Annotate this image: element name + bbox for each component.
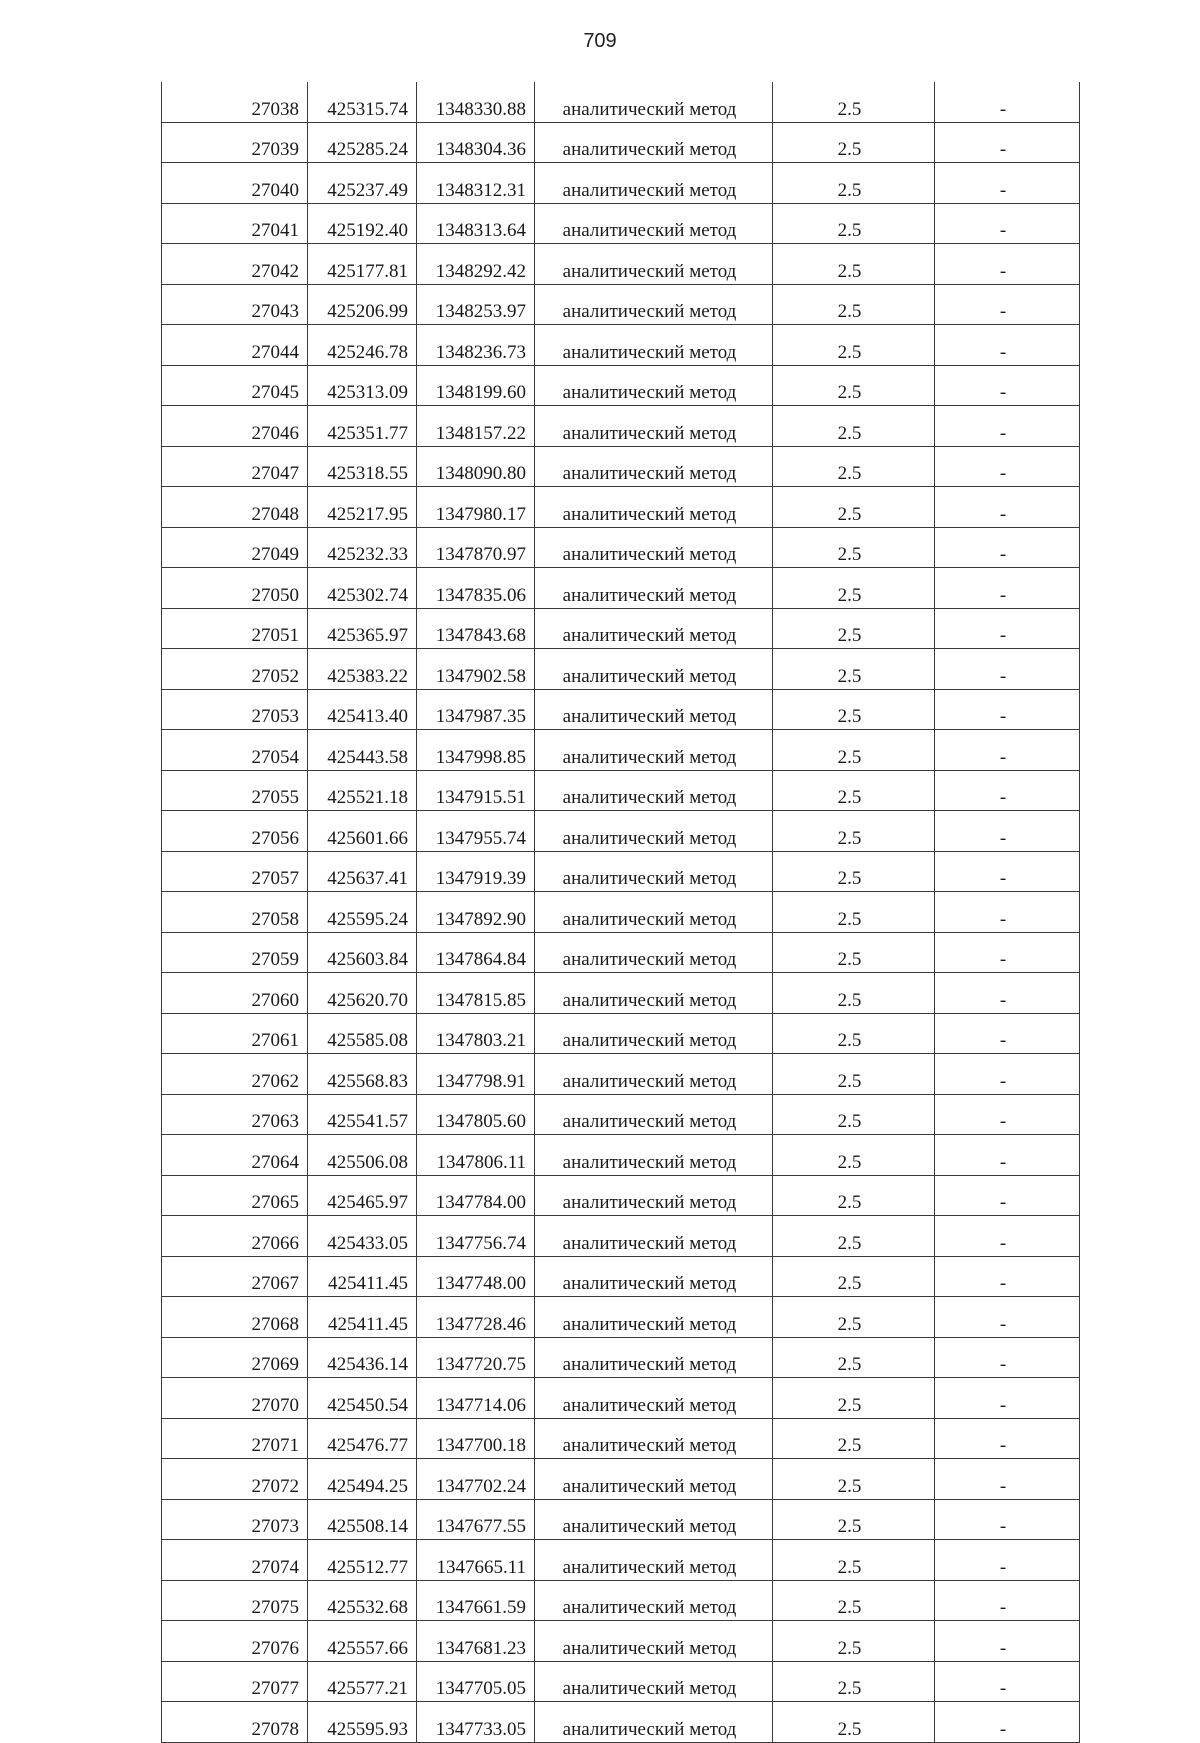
point-id-cell: 27070 xyxy=(162,1378,308,1419)
x-coordinate-cell: 425557.66 xyxy=(308,1621,417,1662)
accuracy-cell: 2.5 xyxy=(773,122,935,163)
note-cell: - xyxy=(935,1216,1080,1257)
method-cell: аналитический метод xyxy=(535,851,773,892)
method-cell: аналитический метод xyxy=(535,122,773,163)
table-row xyxy=(162,973,1080,1014)
note-cell: - xyxy=(935,527,1080,568)
point-id-cell: 27071 xyxy=(162,1418,308,1459)
accuracy-cell: 2.5 xyxy=(773,1094,935,1135)
y-coordinate-cell: 1347702.24 xyxy=(417,1459,535,1500)
point-id-cell: 27041 xyxy=(162,203,308,244)
point-id-cell: 27077 xyxy=(162,1661,308,1702)
method-cell: аналитический метод xyxy=(535,244,773,285)
page-number: 709 xyxy=(583,30,617,52)
y-coordinate-cell: 1347902.58 xyxy=(417,649,535,690)
point-id-cell: 27069 xyxy=(162,1337,308,1378)
accuracy-cell: 2.5 xyxy=(773,1702,935,1743)
method-cell: аналитический метод xyxy=(535,1418,773,1459)
x-coordinate-cell: 425450.54 xyxy=(308,1378,417,1419)
accuracy-cell: 2.5 xyxy=(773,892,935,933)
point-id-cell: 27045 xyxy=(162,365,308,406)
y-coordinate-cell: 1348199.60 xyxy=(417,365,535,406)
x-coordinate-cell: 425285.24 xyxy=(308,122,417,163)
x-coordinate-cell: 425313.09 xyxy=(308,365,417,406)
accuracy-cell: 2.5 xyxy=(773,973,935,1014)
table-row xyxy=(162,1418,1080,1459)
accuracy-cell: 2.5 xyxy=(773,730,935,771)
table-body xyxy=(162,82,1080,1742)
y-coordinate-cell: 1347798.91 xyxy=(417,1054,535,1095)
y-coordinate-cell: 1348312.31 xyxy=(417,163,535,204)
table-row xyxy=(162,284,1080,325)
point-id-cell: 27054 xyxy=(162,730,308,771)
note-cell: - xyxy=(935,82,1080,122)
accuracy-cell: 2.5 xyxy=(773,1297,935,1338)
note-cell: - xyxy=(935,568,1080,609)
note-cell: - xyxy=(935,892,1080,933)
table-row xyxy=(162,1337,1080,1378)
x-coordinate-cell: 425476.77 xyxy=(308,1418,417,1459)
x-coordinate-cell: 425411.45 xyxy=(308,1297,417,1338)
x-coordinate-cell: 425436.14 xyxy=(308,1337,417,1378)
method-cell: аналитический метод xyxy=(535,82,773,122)
accuracy-cell: 2.5 xyxy=(773,365,935,406)
accuracy-cell: 2.5 xyxy=(773,608,935,649)
note-cell: - xyxy=(935,1135,1080,1176)
note-cell: - xyxy=(935,730,1080,771)
x-coordinate-cell: 425603.84 xyxy=(308,932,417,973)
table-row xyxy=(162,1013,1080,1054)
method-cell: аналитический метод xyxy=(535,1499,773,1540)
accuracy-cell: 2.5 xyxy=(773,770,935,811)
note-cell: - xyxy=(935,1499,1080,1540)
x-coordinate-cell: 425232.33 xyxy=(308,527,417,568)
method-cell: аналитический метод xyxy=(535,1459,773,1500)
accuracy-cell: 2.5 xyxy=(773,1175,935,1216)
method-cell: аналитический метод xyxy=(535,608,773,649)
method-cell: аналитический метод xyxy=(535,325,773,366)
point-id-cell: 27049 xyxy=(162,527,308,568)
accuracy-cell: 2.5 xyxy=(773,568,935,609)
y-coordinate-cell: 1347835.06 xyxy=(417,568,535,609)
x-coordinate-cell: 425237.49 xyxy=(308,163,417,204)
note-cell: - xyxy=(935,649,1080,690)
x-coordinate-cell: 425302.74 xyxy=(308,568,417,609)
method-cell: аналитический метод xyxy=(535,1094,773,1135)
y-coordinate-cell: 1347843.68 xyxy=(417,608,535,649)
method-cell: аналитический метод xyxy=(535,527,773,568)
accuracy-cell: 2.5 xyxy=(773,1459,935,1500)
y-coordinate-cell: 1347705.05 xyxy=(417,1661,535,1702)
accuracy-cell: 2.5 xyxy=(773,689,935,730)
note-cell: - xyxy=(935,1580,1080,1621)
y-coordinate-cell: 1347681.23 xyxy=(417,1621,535,1662)
x-coordinate-cell: 425177.81 xyxy=(308,244,417,285)
method-cell: аналитический метод xyxy=(535,487,773,528)
note-cell: - xyxy=(935,1378,1080,1419)
method-cell: аналитический метод xyxy=(535,365,773,406)
x-coordinate-cell: 425494.25 xyxy=(308,1459,417,1500)
point-id-cell: 27050 xyxy=(162,568,308,609)
accuracy-cell: 2.5 xyxy=(773,1621,935,1662)
table-row xyxy=(162,1540,1080,1581)
method-cell: аналитический метод xyxy=(535,406,773,447)
method-cell: аналитический метод xyxy=(535,1378,773,1419)
table-row xyxy=(162,770,1080,811)
table-row xyxy=(162,892,1080,933)
x-coordinate-cell: 425585.08 xyxy=(308,1013,417,1054)
table-row xyxy=(162,851,1080,892)
accuracy-cell: 2.5 xyxy=(773,1337,935,1378)
note-cell: - xyxy=(935,1418,1080,1459)
point-id-cell: 27076 xyxy=(162,1621,308,1662)
accuracy-cell: 2.5 xyxy=(773,1499,935,1540)
point-id-cell: 27059 xyxy=(162,932,308,973)
method-cell: аналитический метод xyxy=(535,689,773,730)
x-coordinate-cell: 425433.05 xyxy=(308,1216,417,1257)
accuracy-cell: 2.5 xyxy=(773,1378,935,1419)
table-row xyxy=(162,203,1080,244)
y-coordinate-cell: 1347955.74 xyxy=(417,811,535,852)
point-id-cell: 27066 xyxy=(162,1216,308,1257)
x-coordinate-cell: 425365.97 xyxy=(308,608,417,649)
accuracy-cell: 2.5 xyxy=(773,1256,935,1297)
table-row xyxy=(162,932,1080,973)
point-id-cell: 27038 xyxy=(162,82,308,122)
method-cell: аналитический метод xyxy=(535,568,773,609)
x-coordinate-cell: 425315.74 xyxy=(308,82,417,122)
accuracy-cell: 2.5 xyxy=(773,82,935,122)
point-id-cell: 27039 xyxy=(162,122,308,163)
x-coordinate-cell: 425577.21 xyxy=(308,1661,417,1702)
x-coordinate-cell: 425506.08 xyxy=(308,1135,417,1176)
table-row xyxy=(162,689,1080,730)
table-row xyxy=(162,1580,1080,1621)
note-cell: - xyxy=(935,1661,1080,1702)
method-cell: аналитический метод xyxy=(535,1661,773,1702)
note-cell: - xyxy=(935,608,1080,649)
point-id-cell: 27056 xyxy=(162,811,308,852)
x-coordinate-cell: 425383.22 xyxy=(308,649,417,690)
table-row xyxy=(162,1135,1080,1176)
accuracy-cell: 2.5 xyxy=(773,244,935,285)
table-row xyxy=(162,325,1080,366)
accuracy-cell: 2.5 xyxy=(773,932,935,973)
y-coordinate-cell: 1348292.42 xyxy=(417,244,535,285)
note-cell: - xyxy=(935,1054,1080,1095)
note-cell: - xyxy=(935,325,1080,366)
x-coordinate-cell: 425508.14 xyxy=(308,1499,417,1540)
accuracy-cell: 2.5 xyxy=(773,1661,935,1702)
note-cell: - xyxy=(935,811,1080,852)
x-coordinate-cell: 425532.68 xyxy=(308,1580,417,1621)
point-id-cell: 27042 xyxy=(162,244,308,285)
note-cell: - xyxy=(935,487,1080,528)
note-cell: - xyxy=(935,1175,1080,1216)
accuracy-cell: 2.5 xyxy=(773,284,935,325)
x-coordinate-cell: 425465.97 xyxy=(308,1175,417,1216)
note-cell: - xyxy=(935,284,1080,325)
point-id-cell: 27051 xyxy=(162,608,308,649)
method-cell: аналитический метод xyxy=(535,1297,773,1338)
y-coordinate-cell: 1347915.51 xyxy=(417,770,535,811)
table-row xyxy=(162,1702,1080,1743)
note-cell: - xyxy=(935,1702,1080,1743)
table-row xyxy=(162,811,1080,852)
method-cell: аналитический метод xyxy=(535,284,773,325)
point-id-cell: 27074 xyxy=(162,1540,308,1581)
table-row xyxy=(162,1499,1080,1540)
note-cell: - xyxy=(935,1540,1080,1581)
table-row xyxy=(162,487,1080,528)
method-cell: аналитический метод xyxy=(535,770,773,811)
table-row xyxy=(162,1256,1080,1297)
point-id-cell: 27058 xyxy=(162,892,308,933)
note-cell: - xyxy=(935,851,1080,892)
table-row xyxy=(162,568,1080,609)
method-cell: аналитический метод xyxy=(535,163,773,204)
note-cell: - xyxy=(935,1094,1080,1135)
point-id-cell: 27062 xyxy=(162,1054,308,1095)
point-id-cell: 27073 xyxy=(162,1499,308,1540)
method-cell: аналитический метод xyxy=(535,892,773,933)
accuracy-cell: 2.5 xyxy=(773,406,935,447)
table-row xyxy=(162,1094,1080,1135)
note-cell: - xyxy=(935,689,1080,730)
accuracy-cell: 2.5 xyxy=(773,811,935,852)
table-row xyxy=(162,244,1080,285)
point-id-cell: 27072 xyxy=(162,1459,308,1500)
table-row xyxy=(162,649,1080,690)
method-cell: аналитический метод xyxy=(535,1337,773,1378)
point-id-cell: 27068 xyxy=(162,1297,308,1338)
method-cell: аналитический метод xyxy=(535,811,773,852)
x-coordinate-cell: 425568.83 xyxy=(308,1054,417,1095)
note-cell: - xyxy=(935,446,1080,487)
table-row xyxy=(162,1378,1080,1419)
y-coordinate-cell: 1347803.21 xyxy=(417,1013,535,1054)
point-id-cell: 27064 xyxy=(162,1135,308,1176)
method-cell: аналитический метод xyxy=(535,1702,773,1743)
coordinates-table xyxy=(161,82,1080,1743)
y-coordinate-cell: 1347892.90 xyxy=(417,892,535,933)
method-cell: аналитический метод xyxy=(535,1540,773,1581)
note-cell: - xyxy=(935,1256,1080,1297)
point-id-cell: 27047 xyxy=(162,446,308,487)
table-row xyxy=(162,608,1080,649)
method-cell: аналитический метод xyxy=(535,932,773,973)
accuracy-cell: 2.5 xyxy=(773,163,935,204)
accuracy-cell: 2.5 xyxy=(773,446,935,487)
note-cell: - xyxy=(935,1013,1080,1054)
point-id-cell: 27065 xyxy=(162,1175,308,1216)
note-cell: - xyxy=(935,1297,1080,1338)
note-cell: - xyxy=(935,244,1080,285)
y-coordinate-cell: 1347870.97 xyxy=(417,527,535,568)
x-coordinate-cell: 425206.99 xyxy=(308,284,417,325)
accuracy-cell: 2.5 xyxy=(773,1418,935,1459)
table-row xyxy=(162,1621,1080,1662)
method-cell: аналитический метод xyxy=(535,203,773,244)
table-row xyxy=(162,446,1080,487)
table-row xyxy=(162,406,1080,447)
y-coordinate-cell: 1348236.73 xyxy=(417,325,535,366)
y-coordinate-cell: 1347748.00 xyxy=(417,1256,535,1297)
y-coordinate-cell: 1347733.05 xyxy=(417,1702,535,1743)
x-coordinate-cell: 425318.55 xyxy=(308,446,417,487)
accuracy-cell: 2.5 xyxy=(773,1135,935,1176)
point-id-cell: 27044 xyxy=(162,325,308,366)
x-coordinate-cell: 425541.57 xyxy=(308,1094,417,1135)
y-coordinate-cell: 1347728.46 xyxy=(417,1297,535,1338)
note-cell: - xyxy=(935,932,1080,973)
y-coordinate-cell: 1347784.00 xyxy=(417,1175,535,1216)
note-cell: - xyxy=(935,406,1080,447)
method-cell: аналитический метод xyxy=(535,1175,773,1216)
y-coordinate-cell: 1348090.80 xyxy=(417,446,535,487)
y-coordinate-cell: 1347677.55 xyxy=(417,1499,535,1540)
method-cell: аналитический метод xyxy=(535,1054,773,1095)
x-coordinate-cell: 425413.40 xyxy=(308,689,417,730)
method-cell: аналитический метод xyxy=(535,973,773,1014)
x-coordinate-cell: 425637.41 xyxy=(308,851,417,892)
table-row xyxy=(162,82,1080,122)
accuracy-cell: 2.5 xyxy=(773,325,935,366)
accuracy-cell: 2.5 xyxy=(773,1580,935,1621)
table-row xyxy=(162,527,1080,568)
y-coordinate-cell: 1348330.88 xyxy=(417,82,535,122)
method-cell: аналитический метод xyxy=(535,1013,773,1054)
method-cell: аналитический метод xyxy=(535,730,773,771)
y-coordinate-cell: 1347661.59 xyxy=(417,1580,535,1621)
y-coordinate-cell: 1347864.84 xyxy=(417,932,535,973)
point-id-cell: 27060 xyxy=(162,973,308,1014)
table-row xyxy=(162,1459,1080,1500)
point-id-cell: 27046 xyxy=(162,406,308,447)
accuracy-cell: 2.5 xyxy=(773,649,935,690)
y-coordinate-cell: 1348313.64 xyxy=(417,203,535,244)
x-coordinate-cell: 425192.40 xyxy=(308,203,417,244)
accuracy-cell: 2.5 xyxy=(773,527,935,568)
note-cell: - xyxy=(935,770,1080,811)
y-coordinate-cell: 1347756.74 xyxy=(417,1216,535,1257)
table-row xyxy=(162,1054,1080,1095)
accuracy-cell: 2.5 xyxy=(773,851,935,892)
y-coordinate-cell: 1347720.75 xyxy=(417,1337,535,1378)
y-coordinate-cell: 1347714.06 xyxy=(417,1378,535,1419)
note-cell: - xyxy=(935,203,1080,244)
point-id-cell: 27048 xyxy=(162,487,308,528)
y-coordinate-cell: 1347815.85 xyxy=(417,973,535,1014)
note-cell: - xyxy=(935,365,1080,406)
table-row xyxy=(162,163,1080,204)
table-row xyxy=(162,365,1080,406)
x-coordinate-cell: 425411.45 xyxy=(308,1256,417,1297)
note-cell: - xyxy=(935,1621,1080,1662)
y-coordinate-cell: 1348253.97 xyxy=(417,284,535,325)
method-cell: аналитический метод xyxy=(535,1135,773,1176)
x-coordinate-cell: 425217.95 xyxy=(308,487,417,528)
accuracy-cell: 2.5 xyxy=(773,1054,935,1095)
note-cell: - xyxy=(935,1337,1080,1378)
accuracy-cell: 2.5 xyxy=(773,1540,935,1581)
point-id-cell: 27063 xyxy=(162,1094,308,1135)
point-id-cell: 27057 xyxy=(162,851,308,892)
point-id-cell: 27052 xyxy=(162,649,308,690)
table-row xyxy=(162,1175,1080,1216)
point-id-cell: 27061 xyxy=(162,1013,308,1054)
y-coordinate-cell: 1347919.39 xyxy=(417,851,535,892)
table-row xyxy=(162,730,1080,771)
method-cell: аналитический метод xyxy=(535,1621,773,1662)
table-row xyxy=(162,1216,1080,1257)
table-row xyxy=(162,1661,1080,1702)
y-coordinate-cell: 1348304.36 xyxy=(417,122,535,163)
x-coordinate-cell: 425351.77 xyxy=(308,406,417,447)
y-coordinate-cell: 1347700.18 xyxy=(417,1418,535,1459)
method-cell: аналитический метод xyxy=(535,1256,773,1297)
y-coordinate-cell: 1347805.60 xyxy=(417,1094,535,1135)
x-coordinate-cell: 425595.93 xyxy=(308,1702,417,1743)
x-coordinate-cell: 425246.78 xyxy=(308,325,417,366)
method-cell: аналитический метод xyxy=(535,649,773,690)
x-coordinate-cell: 425601.66 xyxy=(308,811,417,852)
y-coordinate-cell: 1347980.17 xyxy=(417,487,535,528)
note-cell: - xyxy=(935,1459,1080,1500)
note-cell: - xyxy=(935,122,1080,163)
point-id-cell: 27075 xyxy=(162,1580,308,1621)
y-coordinate-cell: 1348157.22 xyxy=(417,406,535,447)
accuracy-cell: 2.5 xyxy=(773,487,935,528)
point-id-cell: 27078 xyxy=(162,1702,308,1743)
method-cell: аналитический метод xyxy=(535,446,773,487)
x-coordinate-cell: 425443.58 xyxy=(308,730,417,771)
x-coordinate-cell: 425512.77 xyxy=(308,1540,417,1581)
point-id-cell: 27043 xyxy=(162,284,308,325)
x-coordinate-cell: 425521.18 xyxy=(308,770,417,811)
point-id-cell: 27067 xyxy=(162,1256,308,1297)
method-cell: аналитический метод xyxy=(535,1216,773,1257)
y-coordinate-cell: 1347998.85 xyxy=(417,730,535,771)
x-coordinate-cell: 425620.70 xyxy=(308,973,417,1014)
y-coordinate-cell: 1347806.11 xyxy=(417,1135,535,1176)
x-coordinate-cell: 425595.24 xyxy=(308,892,417,933)
y-coordinate-cell: 1347665.11 xyxy=(417,1540,535,1581)
table-row xyxy=(162,1297,1080,1338)
point-id-cell: 27055 xyxy=(162,770,308,811)
y-coordinate-cell: 1347987.35 xyxy=(417,689,535,730)
note-cell: - xyxy=(935,973,1080,1014)
accuracy-cell: 2.5 xyxy=(773,203,935,244)
note-cell: - xyxy=(935,163,1080,204)
point-id-cell: 27040 xyxy=(162,163,308,204)
accuracy-cell: 2.5 xyxy=(773,1013,935,1054)
table-row xyxy=(162,122,1080,163)
method-cell: аналитический метод xyxy=(535,1580,773,1621)
accuracy-cell: 2.5 xyxy=(773,1216,935,1257)
point-id-cell: 27053 xyxy=(162,689,308,730)
